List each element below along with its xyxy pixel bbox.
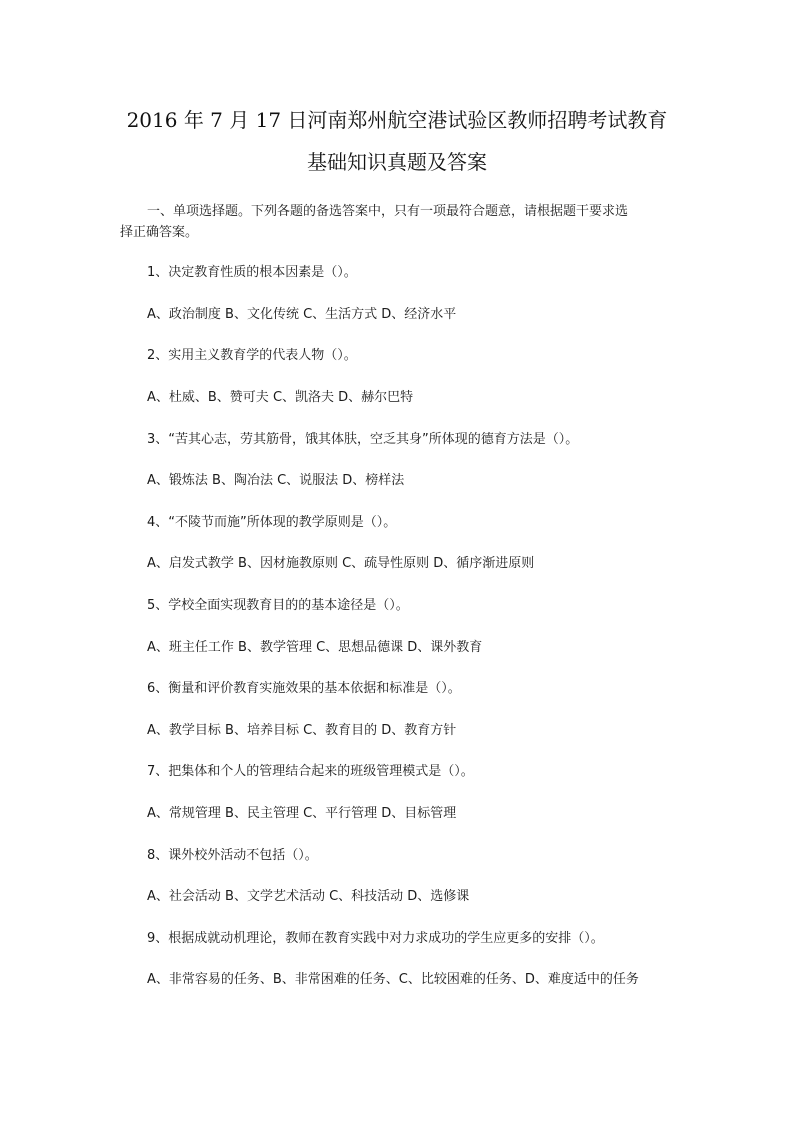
options-8: A、社会活动 B、文学艺术活动 C、科技活动 D、选修课 — [147, 889, 470, 904]
options-7: A、常规管理 B、民主管理 C、平行管理 D、目标管理 — [147, 806, 457, 821]
options-5: A、班主任工作 B、教学管理 C、思想品德课 D、课外教育 — [147, 640, 483, 655]
options-9: A、非常容易的任务、B、非常困难的任务、C、比较困难的任务、D、难度适中的任务 — [147, 972, 639, 987]
document-title-line-1: 2016 年 7 月 17 日河南郑州航空港试验区教师招聘考试教育 — [126, 108, 668, 132]
question-3: 3、“苦其心志，劳其筋骨，饿其体肤，空乏其身”所体现的德育方法是（）。 — [147, 432, 579, 447]
section-intro-line-1: 一、单项选择题。下列各题的备选答案中，只有一项最符合题意，请根据题干要求选 — [147, 204, 629, 219]
document-title-line-2: 基础知识真题及答案 — [307, 150, 487, 174]
question-5: 5、学校全面实现教育目的的基本途径是（）。 — [147, 598, 409, 613]
options-2: A、杜威、B、赞可夫 C、凯洛夫 D、赫尔巴特 — [147, 390, 414, 405]
options-3: A、锻炼法 B、陶冶法 C、说服法 D、榜样法 — [147, 473, 405, 488]
question-2: 2、实用主义教育学的代表人物（）。 — [147, 348, 357, 363]
question-6: 6、衡量和评价教育实施效果的基本依据和标准是（）。 — [147, 681, 461, 696]
question-4: 4、“不陵节而施”所体现的教学原则是（）。 — [147, 515, 397, 530]
section-intro-line-2: 择正确答案。 — [120, 225, 199, 240]
options-4: A、启发式教学 B、因材施教原则 C、疏导性原则 D、循序渐进原则 — [147, 556, 535, 571]
question-8: 8、课外校外活动不包括（）。 — [147, 848, 318, 863]
question-9: 9、根据成就动机理论，教师在教育实践中对力求成功的学生应更多的安排（）。 — [147, 931, 604, 946]
question-1: 1、决定教育性质的根本因素是（）。 — [147, 265, 357, 280]
question-7: 7、把集体和个人的管理结合起来的班级管理模式是（）。 — [147, 764, 474, 779]
section-intro — [120, 201, 680, 243]
options-1: A、政治制度 B、文化传统 C、生活方式 D、经济水平 — [147, 307, 457, 322]
options-6: A、教学目标 B、培养目标 C、教育目的 D、教育方针 — [147, 723, 457, 738]
